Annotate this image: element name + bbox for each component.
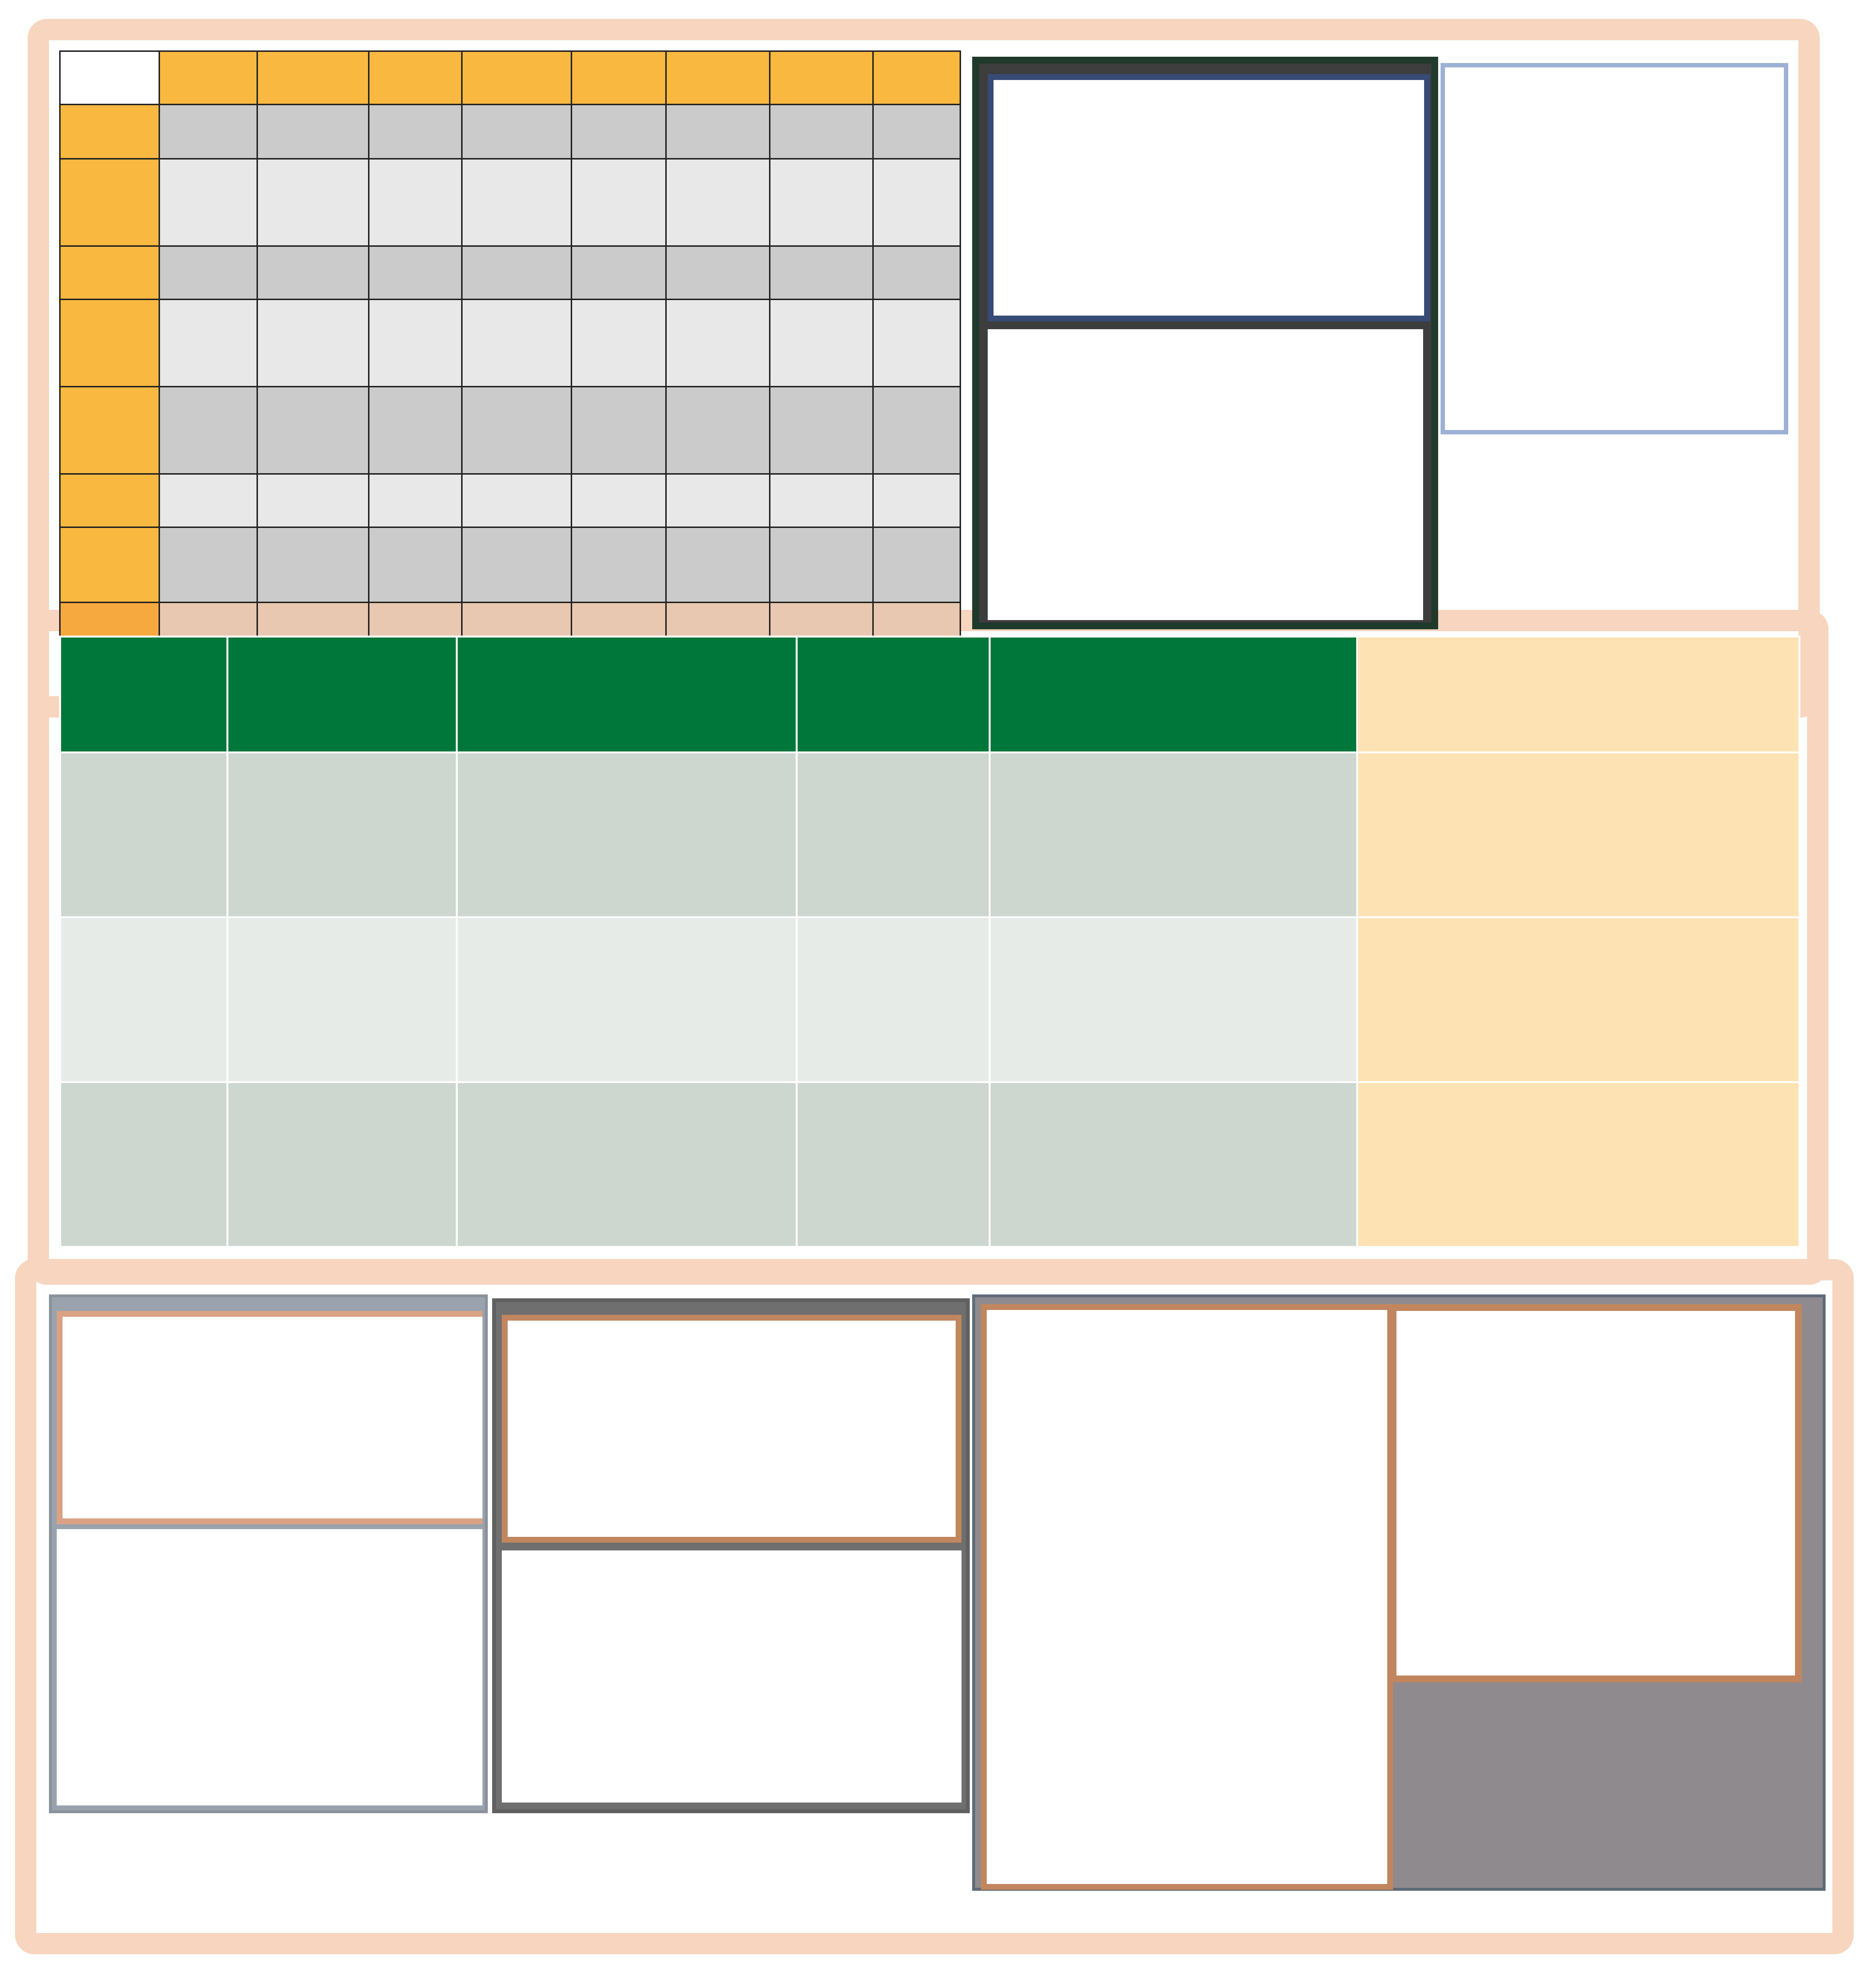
t1-cell: [666, 159, 770, 246]
t1-cell: [770, 300, 873, 387]
t1-cell: [257, 387, 369, 474]
t1-cell: [770, 474, 873, 527]
t1-cell: [770, 603, 873, 637]
t1-cell: [770, 105, 873, 159]
t1-adjacency-table: [59, 50, 961, 637]
bottom-left-window: [49, 1294, 488, 1813]
stats-header-row: [60, 637, 1799, 752]
t1-cell: [770, 246, 873, 300]
cell-edges: [227, 752, 457, 917]
network-stats-table: [59, 636, 1800, 1248]
t1-cell: [572, 603, 666, 637]
t2-graph: [988, 329, 1423, 620]
t1-cell: [572, 105, 666, 159]
cell-mle: [457, 917, 797, 1082]
t1-row: [60, 603, 961, 637]
t2-graph-pane: [988, 329, 1423, 620]
header-nodes: [60, 637, 227, 752]
cell-nodes: [60, 752, 227, 917]
t1-cell: [369, 603, 462, 637]
bottom-left-graph-pane: [57, 1529, 482, 1805]
t1-cell: [873, 527, 961, 603]
cell-dynamism: [1357, 752, 1799, 917]
bottom-middle-matrix-console: [502, 1315, 962, 1543]
t1-col-header: [666, 51, 770, 105]
t2-matrix-console: [988, 74, 1430, 321]
t1-cell: [160, 159, 257, 246]
t1-cell: [873, 387, 961, 474]
stats-row: [60, 752, 1799, 917]
t1-cell: [462, 387, 572, 474]
t1-row: [60, 527, 961, 603]
t1-cell: [160, 387, 257, 474]
t1-cell: [770, 387, 873, 474]
t1-row: [60, 300, 961, 387]
t1-cell: [369, 387, 462, 474]
t1-cell: [770, 527, 873, 603]
t1-row-label: [60, 603, 160, 637]
t1-cell: [666, 105, 770, 159]
t1-cell: [257, 527, 369, 603]
t1-row-label: [60, 300, 160, 387]
t1-row: [60, 159, 961, 246]
t1-cell: [572, 474, 666, 527]
t1-cell: [770, 159, 873, 246]
t3-graph-box: [1441, 63, 1788, 434]
t1-cell: [369, 246, 462, 300]
t1-cell: [369, 159, 462, 246]
stats-row: [60, 917, 1799, 1082]
bottom-right-window: [972, 1294, 1826, 1891]
t1-cell: [257, 246, 369, 300]
t1-col-header: [369, 51, 462, 105]
t1-cell: [160, 105, 257, 159]
t1-cell: [873, 474, 961, 527]
summary-graph: [1396, 1311, 1795, 1676]
cell-mle: [457, 752, 797, 917]
cell-nodes: [60, 1082, 227, 1247]
t2-window: [972, 57, 1438, 629]
t1-col-header: [462, 51, 572, 105]
cell-dynamism: [1357, 1082, 1799, 1247]
t1-row-label: [60, 159, 160, 246]
t1-row-label: [60, 474, 160, 527]
t1-row-label: [60, 527, 160, 603]
t1-cell: [873, 159, 961, 246]
t1-cell: [462, 159, 572, 246]
t1-cell: [873, 603, 961, 637]
t1-row: [60, 105, 961, 159]
t1-cell: [257, 159, 369, 246]
t1-cell: [666, 246, 770, 300]
header-mle: [457, 637, 797, 752]
t1-cell: [257, 474, 369, 527]
t3-graph: [1445, 67, 1784, 431]
t1-cell: [462, 474, 572, 527]
summary-console: [981, 1304, 1393, 1890]
t1-cell: [873, 300, 961, 387]
t1-cell: [160, 603, 257, 637]
t1-cell: [160, 527, 257, 603]
header-edges: [227, 637, 457, 752]
t1-row: [60, 246, 961, 300]
t1-cell: [369, 527, 462, 603]
t1-cell: [572, 159, 666, 246]
t1-cell: [666, 387, 770, 474]
bottom-middle-graph-pane: [502, 1550, 962, 1803]
t1-row-label: [60, 387, 160, 474]
t1-cell: [666, 300, 770, 387]
cell-edges: [227, 1082, 457, 1247]
t1-cell: [666, 527, 770, 603]
t1-cell: [572, 300, 666, 387]
t1-cell: [257, 105, 369, 159]
t1-col-header: [160, 51, 257, 105]
header-other-estimates: [990, 637, 1357, 752]
t1-cell: [369, 474, 462, 527]
t1-cell: [666, 603, 770, 637]
cell-other-estimates: [990, 1082, 1357, 1247]
cell-other-estimates: [990, 752, 1357, 917]
t1-col-header: [770, 51, 873, 105]
t1-row: [60, 474, 961, 527]
bottom-left-graph: [57, 1529, 482, 1805]
header-density: [797, 637, 990, 752]
t1-cell: [572, 246, 666, 300]
t1-cell: [160, 300, 257, 387]
bottom-middle-graph: [502, 1550, 962, 1803]
bottom-left-matrix-console: [57, 1311, 482, 1524]
cell-density: [797, 752, 990, 917]
t1-col-header: [873, 51, 961, 105]
t1-cell: [369, 105, 462, 159]
cell-edges: [227, 917, 457, 1082]
t1-cell: [369, 300, 462, 387]
cell-density: [797, 917, 990, 1082]
t1-cell: [462, 300, 572, 387]
stats-row: [60, 1082, 1799, 1247]
t1-cell: [572, 527, 666, 603]
t1-col-header: [572, 51, 666, 105]
t1-cell: [160, 474, 257, 527]
summary-graph-pane: [1390, 1304, 1802, 1682]
header-network-dynamism: [1357, 637, 1799, 752]
t1-cell: [873, 105, 961, 159]
t1-cell: [257, 300, 369, 387]
cell-nodes: [60, 917, 227, 1082]
t1-header-row: [60, 51, 961, 105]
t1-col-header: [257, 51, 369, 105]
t1-cell: [462, 603, 572, 637]
t1-cell: [462, 105, 572, 159]
t1-cell: [462, 246, 572, 300]
t1-cell: [257, 603, 369, 637]
t1-cell: [462, 527, 572, 603]
t1-cell: [873, 246, 961, 300]
cell-density: [797, 1082, 990, 1247]
t1-row: [60, 387, 961, 474]
t1-row-label: [60, 105, 160, 159]
bottom-middle-window: [492, 1298, 970, 1813]
cell-other-estimates: [990, 917, 1357, 1082]
cell-mle: [457, 1082, 797, 1247]
t1-cell: [572, 387, 666, 474]
t1-cell: [666, 474, 770, 527]
t1-cell: [160, 246, 257, 300]
cell-dynamism: [1357, 917, 1799, 1082]
t1-row-label: [60, 246, 160, 300]
t1-corner-label: [60, 51, 160, 105]
